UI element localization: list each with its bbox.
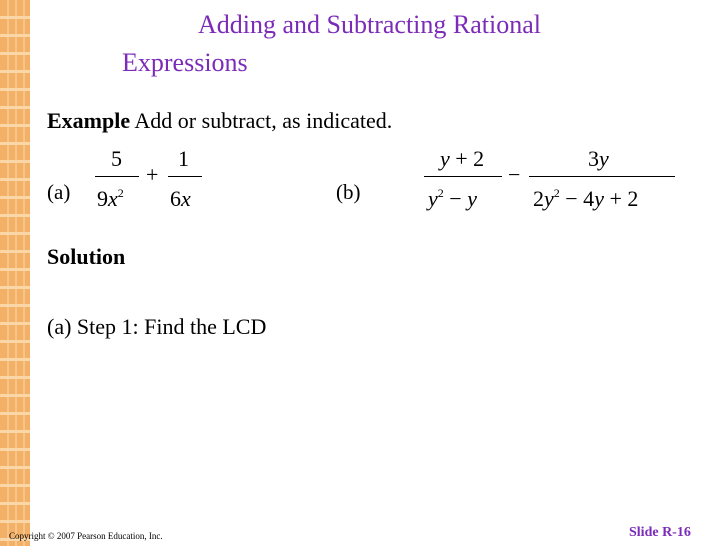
- problem-a-operator: +: [146, 162, 159, 187]
- problem-a-frac1-denominator: $9x^2$: [97, 186, 124, 211]
- problem-b-frac2-numerator: 3y: [588, 146, 609, 171]
- solution-heading: Solution: [47, 244, 126, 269]
- slide-title-line2: Expressions: [122, 48, 248, 77]
- problem-b-frac1-bar: [424, 176, 502, 177]
- slide-number: Slide R-16: [629, 525, 691, 540]
- problem-b-frac2-denominator: $2y^2 - 4y + 2$: [533, 186, 639, 211]
- decorative-stripe: [0, 0, 30, 546]
- problem-b-frac1-numerator: y + 2: [440, 146, 485, 171]
- problem-a-frac1-bar: [95, 176, 139, 177]
- problem-a-frac2-numerator: 1: [178, 146, 189, 171]
- solution-step1: (a) Step 1: Find the LCD: [47, 314, 267, 339]
- example-keyword: Example: [47, 108, 131, 133]
- problem-b-frac1-denominator: $y^2 - y$: [428, 186, 477, 211]
- problem-a-frac2-denominator: 6x: [170, 186, 191, 211]
- example-instruction: [47, 108, 392, 134]
- problem-a-frac2-bar: [168, 176, 202, 177]
- problem-b-operator: −: [508, 162, 521, 187]
- copyright-notice: Copyright © 2007 Pearson Education, Inc.: [9, 531, 163, 541]
- slide-title-line1: Adding and Subtracting Rational: [198, 10, 542, 39]
- example-text: Add or subtract, as indicated.: [134, 108, 393, 133]
- problem-a-label: (a): [47, 180, 71, 204]
- problem-b-label: (b): [336, 180, 361, 204]
- problem-a-frac1-numerator: 5: [111, 146, 122, 171]
- problem-b-frac2-bar: [529, 176, 675, 177]
